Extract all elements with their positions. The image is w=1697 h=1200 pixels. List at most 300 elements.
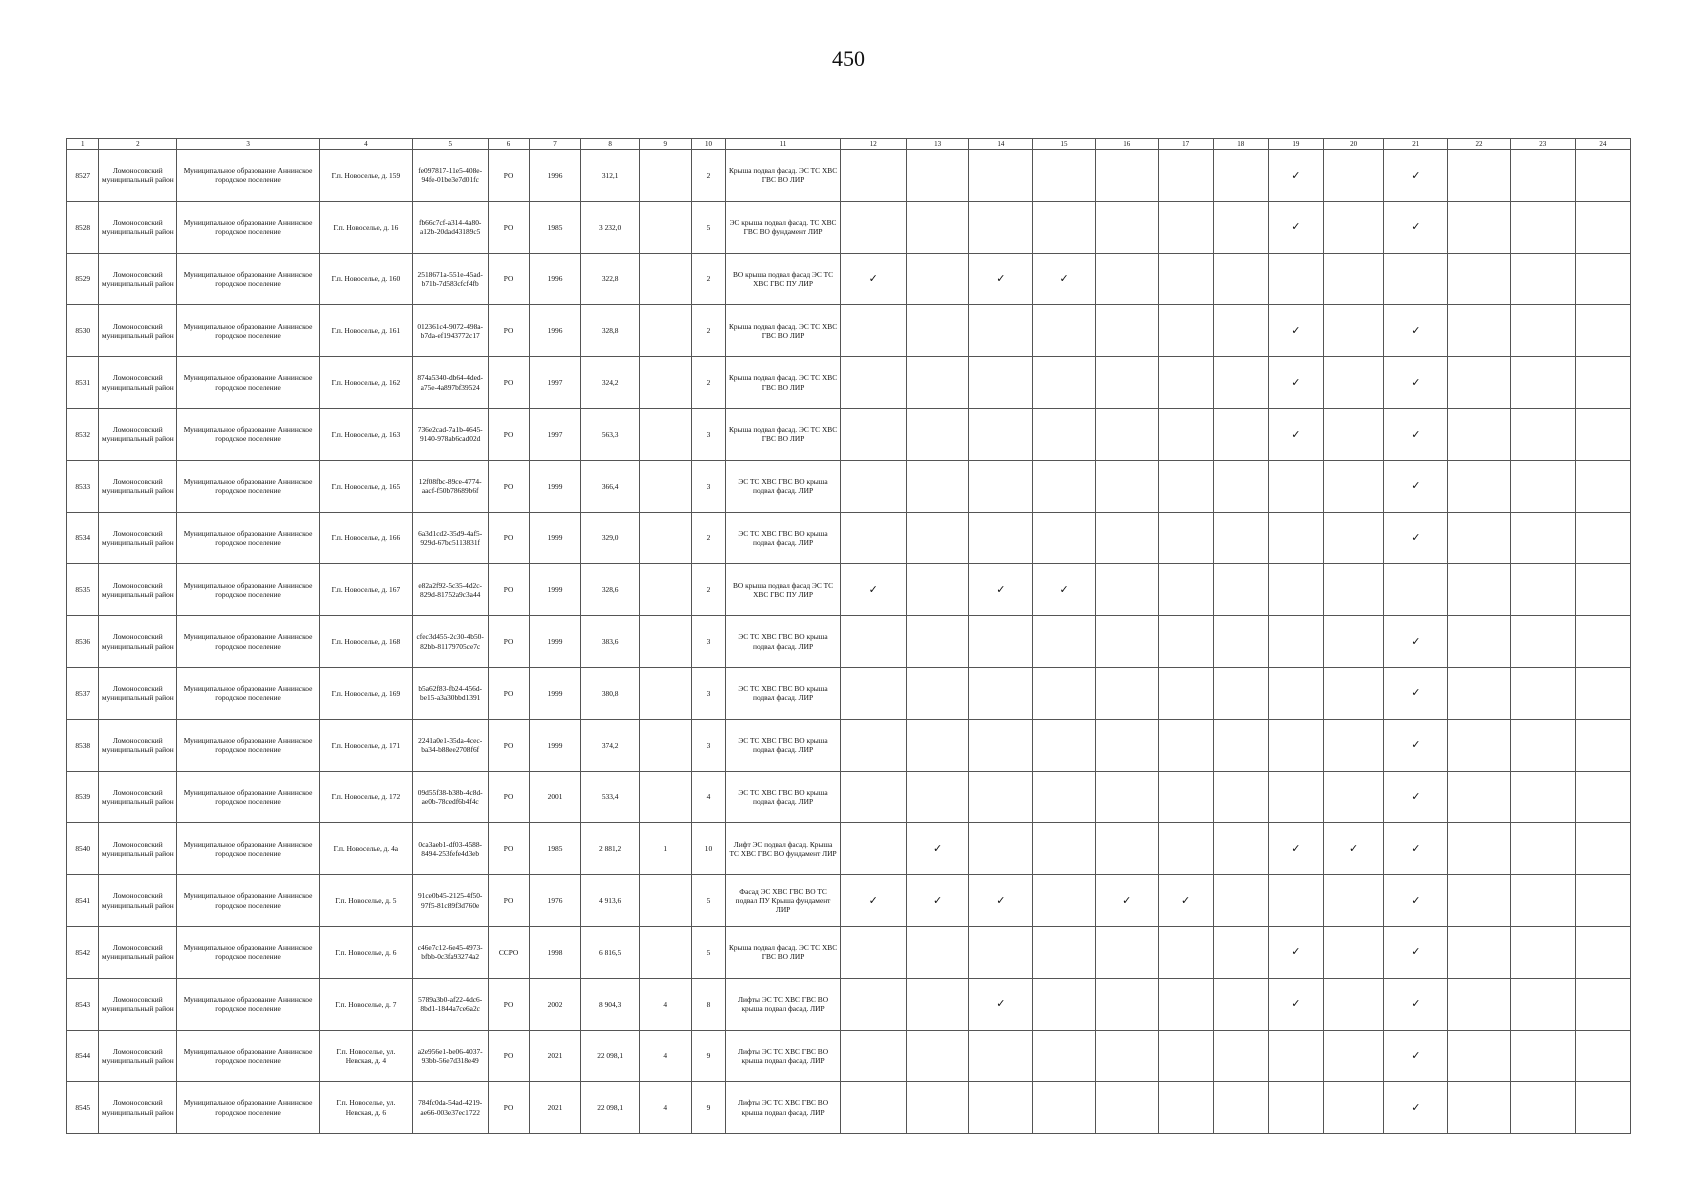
column-13-cell [906, 667, 969, 719]
column-19-cell [1268, 616, 1323, 668]
column-22-cell [1448, 926, 1511, 978]
column-17-cell [1158, 616, 1213, 668]
column-12-cell [840, 1082, 906, 1134]
column-20-cell [1323, 719, 1384, 771]
address-cell: Г.п. Новоселье, д. 6 [319, 926, 412, 978]
row-number: 8533 [67, 460, 99, 512]
address-cell: Г.п. Новоселье, д. 161 [319, 305, 412, 357]
table-body [67, 150, 1631, 1134]
type-cell: РО [488, 875, 529, 927]
column-19-cell [1268, 460, 1323, 512]
column-16-cell [1095, 460, 1158, 512]
column-14-cell [969, 564, 1033, 616]
check-mark-icon: ✓ [1059, 272, 1069, 286]
check-mark-icon: ✓ [868, 272, 878, 286]
column-10-cell: 3 [691, 719, 726, 771]
settlement-cell: Муниципальное образование Аннинское городское поселение [177, 305, 320, 357]
column-19-cell [1268, 1082, 1323, 1134]
settlement-cell: Муниципальное образование Аннинское городское поселение [177, 823, 320, 875]
column-17-cell [1158, 667, 1213, 719]
column-15-cell [1033, 357, 1096, 409]
column-14-cell [969, 512, 1033, 564]
uid-cell: 09d55f38-b38b-4c8d-ae0b-78cedf6b4f4c [412, 771, 488, 823]
type-cell: РО [488, 1030, 529, 1082]
column-9-cell [639, 408, 691, 460]
column-24-cell [1575, 978, 1630, 1030]
column-16-cell [1095, 305, 1158, 357]
address-cell: Г.п. Новоселье, д. 162 [319, 357, 412, 409]
column-19-cell [1268, 564, 1323, 616]
uid-cell: a2e956e1-be06-4037-93bb-56e7d318e49 [412, 1030, 488, 1082]
uid-cell: c46e7c12-6e45-4973-bfbb-0c3fa93274a2 [412, 926, 488, 978]
column-number-header: 19 [1268, 139, 1323, 150]
column-number-header: 2 [99, 139, 177, 150]
column-12-cell [840, 926, 906, 978]
column-20-cell [1323, 150, 1384, 202]
type-cell: РО [488, 305, 529, 357]
column-17-cell [1158, 875, 1213, 927]
district-cell: Ломоносовский муниципальный район [99, 408, 177, 460]
address-cell: Г.п. Новоселье, д. 166 [319, 512, 412, 564]
column-19-cell [1268, 201, 1323, 253]
column-23-cell [1510, 978, 1575, 1030]
column-16-cell [1095, 1030, 1158, 1082]
column-number-header: 4 [319, 139, 412, 150]
table-row [67, 460, 1631, 512]
settlement-cell: Муниципальное образование Аннинское городское поселение [177, 616, 320, 668]
column-number-header: 17 [1158, 139, 1213, 150]
page-number: 450 [832, 46, 865, 71]
column-21-cell [1384, 305, 1448, 357]
column-23-cell [1510, 253, 1575, 305]
works-cell: ЭС ТС ХВС ГВС ВО крыша подвал фасад. ЛИР [726, 771, 841, 823]
column-number-header: 5 [412, 139, 488, 150]
column-18-cell [1213, 719, 1268, 771]
column-22-cell [1448, 667, 1511, 719]
table-row [67, 1030, 1631, 1082]
column-22-cell [1448, 357, 1511, 409]
column-21-cell [1384, 201, 1448, 253]
column-22-cell [1448, 771, 1511, 823]
column-13-cell [906, 253, 969, 305]
area-cell: 563,3 [581, 408, 639, 460]
district-cell: Ломоносовский муниципальный район [99, 719, 177, 771]
column-22-cell [1448, 253, 1511, 305]
table-row [67, 616, 1631, 668]
column-22-cell [1448, 512, 1511, 564]
column-16-cell [1095, 150, 1158, 202]
column-number-header: 6 [488, 139, 529, 150]
column-10-cell: 5 [691, 926, 726, 978]
area-cell: 322,8 [581, 253, 639, 305]
column-21-cell [1384, 875, 1448, 927]
table-row [67, 667, 1631, 719]
column-10-cell: 3 [691, 667, 726, 719]
column-14-cell [969, 771, 1033, 823]
column-14-cell [969, 616, 1033, 668]
column-24-cell [1575, 719, 1630, 771]
column-15-cell [1033, 150, 1096, 202]
column-20-cell [1323, 875, 1384, 927]
district-cell: Ломоносовский муниципальный район [99, 305, 177, 357]
column-24-cell [1575, 201, 1630, 253]
column-17-cell [1158, 512, 1213, 564]
column-number-header: 22 [1448, 139, 1511, 150]
check-mark-icon: ✓ [996, 893, 1006, 907]
type-cell: РО [488, 1082, 529, 1134]
check-mark-icon: ✓ [1291, 323, 1301, 337]
address-cell: Г.п. Новоселье, д. 160 [319, 253, 412, 305]
column-21-cell [1384, 564, 1448, 616]
column-21-cell [1384, 512, 1448, 564]
column-20-cell [1323, 460, 1384, 512]
column-12-cell [840, 875, 906, 927]
column-15-cell [1033, 460, 1096, 512]
works-cell: ЭС ТС ХВС ГВС ВО крыша подвал фасад. ЛИР [726, 667, 841, 719]
column-9-cell [639, 771, 691, 823]
settlement-cell: Муниципальное образование Аннинское городское поселение [177, 719, 320, 771]
check-mark-icon: ✓ [1411, 220, 1421, 234]
works-cell: Лифты ЭС ТС ХВС ГВС ВО крыша подвал фасад. ЛИР [726, 1030, 841, 1082]
column-22-cell [1448, 305, 1511, 357]
column-number-header: 20 [1323, 139, 1384, 150]
works-cell: Лифты ЭС ТС ХВС ГВС ВО крыша подвал фасад. ЛИР [726, 978, 841, 1030]
column-21-cell [1384, 926, 1448, 978]
column-20-cell [1323, 564, 1384, 616]
column-10-cell: 2 [691, 564, 726, 616]
column-12-cell [840, 357, 906, 409]
year-cell: 1996 [529, 253, 581, 305]
area-cell: 324,2 [581, 357, 639, 409]
column-10-cell: 5 [691, 201, 726, 253]
check-mark-icon: ✓ [1411, 323, 1421, 337]
district-cell: Ломоносовский муниципальный район [99, 1082, 177, 1134]
column-21-cell [1384, 667, 1448, 719]
area-cell: 329,0 [581, 512, 639, 564]
type-cell: РО [488, 564, 529, 616]
district-cell: Ломоносовский муниципальный район [99, 823, 177, 875]
check-mark-icon: ✓ [1411, 893, 1421, 907]
check-mark-icon: ✓ [1411, 738, 1421, 752]
settlement-cell: Муниципальное образование Аннинское городское поселение [177, 150, 320, 202]
column-24-cell [1575, 150, 1630, 202]
uid-cell: fe097817-11e5-408e-94fe-01be3e7d01fc [412, 150, 488, 202]
check-mark-icon: ✓ [1411, 790, 1421, 804]
column-19-cell [1268, 719, 1323, 771]
column-12-cell [840, 823, 906, 875]
column-17-cell [1158, 357, 1213, 409]
column-10-cell: 9 [691, 1082, 726, 1134]
settlement-cell: Муниципальное образование Аннинское городское поселение [177, 460, 320, 512]
column-20-cell [1323, 823, 1384, 875]
row-number: 8542 [67, 926, 99, 978]
settlement-cell: Муниципальное образование Аннинское городское поселение [177, 926, 320, 978]
column-24-cell [1575, 823, 1630, 875]
check-mark-icon: ✓ [1291, 427, 1301, 441]
column-19-cell [1268, 926, 1323, 978]
check-mark-icon: ✓ [1291, 168, 1301, 182]
column-13-cell [906, 823, 969, 875]
type-cell: РО [488, 823, 529, 875]
column-19-cell [1268, 357, 1323, 409]
year-cell: 1996 [529, 305, 581, 357]
district-cell: Ломоносовский муниципальный район [99, 616, 177, 668]
year-cell: 1996 [529, 150, 581, 202]
column-24-cell [1575, 616, 1630, 668]
district-cell: Ломоносовский муниципальный район [99, 512, 177, 564]
check-mark-icon: ✓ [1411, 1049, 1421, 1063]
type-cell: РО [488, 201, 529, 253]
area-cell: 383,6 [581, 616, 639, 668]
column-23-cell [1510, 719, 1575, 771]
address-cell: Г.п. Новоселье, ул. Невская, д. 6 [319, 1082, 412, 1134]
check-mark-icon: ✓ [1411, 1100, 1421, 1114]
column-17-cell [1158, 978, 1213, 1030]
column-19-cell [1268, 875, 1323, 927]
district-cell: Ломоносовский муниципальный район [99, 201, 177, 253]
table-row [67, 823, 1631, 875]
uid-cell: 91ce0b45-2125-4f50-97f5-81c89f3d760e [412, 875, 488, 927]
column-9-cell [639, 460, 691, 512]
column-23-cell [1510, 150, 1575, 202]
table-row [67, 875, 1631, 927]
check-mark-icon: ✓ [996, 582, 1006, 596]
table-row [67, 719, 1631, 771]
column-20-cell [1323, 667, 1384, 719]
year-cell: 2001 [529, 771, 581, 823]
column-23-cell [1510, 667, 1575, 719]
address-cell: Г.п. Новоселье, д. 163 [319, 408, 412, 460]
row-number: 8534 [67, 512, 99, 564]
address-cell: Г.п. Новоселье, д. 159 [319, 150, 412, 202]
year-cell: 1998 [529, 926, 581, 978]
column-12-cell [840, 616, 906, 668]
uid-cell: 5789a3b0-af22-4dc6-8bd1-1844a7ce6a2c [412, 978, 488, 1030]
area-cell: 8 904,3 [581, 978, 639, 1030]
column-21-cell [1384, 719, 1448, 771]
check-mark-icon: ✓ [1411, 841, 1421, 855]
district-cell: Ломоносовский муниципальный район [99, 460, 177, 512]
column-24-cell [1575, 357, 1630, 409]
column-17-cell [1158, 719, 1213, 771]
column-13-cell [906, 201, 969, 253]
column-16-cell [1095, 616, 1158, 668]
type-cell: РО [488, 616, 529, 668]
column-18-cell [1213, 926, 1268, 978]
column-18-cell [1213, 978, 1268, 1030]
column-16-cell [1095, 823, 1158, 875]
column-10-cell: 4 [691, 771, 726, 823]
row-number: 8538 [67, 719, 99, 771]
column-21-cell [1384, 978, 1448, 1030]
area-cell: 380,8 [581, 667, 639, 719]
column-23-cell [1510, 512, 1575, 564]
column-14-cell [969, 357, 1033, 409]
column-14-cell [969, 978, 1033, 1030]
row-number: 8537 [67, 667, 99, 719]
column-17-cell [1158, 823, 1213, 875]
works-cell: ВО крыша подвал фасад ЭС ТС ХВС ГВС ПУ ЛИР [726, 253, 841, 305]
type-cell: РО [488, 357, 529, 409]
column-22-cell [1448, 201, 1511, 253]
column-22-cell [1448, 150, 1511, 202]
column-23-cell [1510, 823, 1575, 875]
column-20-cell [1323, 201, 1384, 253]
column-16-cell [1095, 1082, 1158, 1134]
type-cell: РО [488, 512, 529, 564]
column-9-cell [639, 616, 691, 668]
column-22-cell [1448, 460, 1511, 512]
table-row [67, 771, 1631, 823]
year-cell: 1997 [529, 408, 581, 460]
column-22-cell [1448, 1082, 1511, 1134]
table-row [67, 564, 1631, 616]
area-cell: 312,1 [581, 150, 639, 202]
column-14-cell [969, 253, 1033, 305]
column-24-cell [1575, 1082, 1630, 1134]
column-10-cell: 2 [691, 150, 726, 202]
address-cell: Г.п. Новоселье, д. 7 [319, 978, 412, 1030]
works-cell: Крыша подвал фасад. ЭС ТС ХВС ГВС ВО ЛИР [726, 357, 841, 409]
column-22-cell [1448, 616, 1511, 668]
area-cell: 2 881,2 [581, 823, 639, 875]
check-mark-icon: ✓ [1411, 375, 1421, 389]
column-22-cell [1448, 875, 1511, 927]
uid-cell: 12f08fbc-89ce-4774-aacf-f50b78689b6f [412, 460, 488, 512]
column-14-cell [969, 305, 1033, 357]
area-cell: 4 913,6 [581, 875, 639, 927]
column-23-cell [1510, 305, 1575, 357]
column-9-cell [639, 253, 691, 305]
column-16-cell [1095, 512, 1158, 564]
check-mark-icon: ✓ [868, 893, 878, 907]
column-22-cell [1448, 978, 1511, 1030]
check-mark-icon: ✓ [868, 582, 878, 596]
column-9-cell: 1 [639, 823, 691, 875]
district-cell: Ломоносовский муниципальный район [99, 253, 177, 305]
works-cell: ЭС ТС ХВС ГВС ВО крыша подвал фасад. ЛИР [726, 719, 841, 771]
column-12-cell [840, 201, 906, 253]
column-18-cell [1213, 150, 1268, 202]
column-15-cell [1033, 823, 1096, 875]
column-14-cell [969, 1030, 1033, 1082]
column-number-header-row [67, 139, 1631, 150]
uid-cell: 874a5340-db64-4ded-a75e-4a897bf39524 [412, 357, 488, 409]
column-13-cell [906, 875, 969, 927]
works-cell: ЭС ТС ХВС ГВС ВО крыша подвал фасад. ЛИР [726, 616, 841, 668]
settlement-cell: Муниципальное образование Аннинское городское поселение [177, 408, 320, 460]
column-number-header: 3 [177, 139, 320, 150]
check-mark-icon: ✓ [996, 997, 1006, 1011]
address-cell: Г.п. Новоселье, д. 16 [319, 201, 412, 253]
column-20-cell [1323, 305, 1384, 357]
column-17-cell [1158, 1082, 1213, 1134]
address-cell: Г.п. Новоселье, ул. Невская, д. 4 [319, 1030, 412, 1082]
column-20-cell [1323, 1030, 1384, 1082]
column-18-cell [1213, 875, 1268, 927]
district-cell: Ломоносовский муниципальный район [99, 357, 177, 409]
column-12-cell [840, 305, 906, 357]
column-13-cell [906, 150, 969, 202]
settlement-cell: Муниципальное образование Аннинское городское поселение [177, 1030, 320, 1082]
column-13-cell [906, 1082, 969, 1134]
column-21-cell [1384, 771, 1448, 823]
settlement-cell: Муниципальное образование Аннинское городское поселение [177, 512, 320, 564]
column-15-cell [1033, 305, 1096, 357]
column-14-cell [969, 667, 1033, 719]
row-number: 8539 [67, 771, 99, 823]
column-12-cell [840, 150, 906, 202]
type-cell: РО [488, 408, 529, 460]
column-18-cell [1213, 201, 1268, 253]
uid-cell: b5a62f83-fb24-456d-be15-a3a30bbd1391 [412, 667, 488, 719]
row-number: 8530 [67, 305, 99, 357]
uid-cell: fb66c7cf-a314-4a80-a12b-20dad43189c5 [412, 201, 488, 253]
column-number-header: 16 [1095, 139, 1158, 150]
works-cell: Фасад ЭС ХВС ГВС ВО ТС подвал ПУ Крыша фундамент ЛИР [726, 875, 841, 927]
column-18-cell [1213, 253, 1268, 305]
column-22-cell [1448, 1030, 1511, 1082]
column-19-cell [1268, 771, 1323, 823]
uid-cell: cfec3d455-2c30-4b50-82bb-81179705ce7c [412, 616, 488, 668]
column-16-cell [1095, 875, 1158, 927]
column-13-cell [906, 512, 969, 564]
column-23-cell [1510, 357, 1575, 409]
column-23-cell [1510, 616, 1575, 668]
year-cell: 2002 [529, 978, 581, 1030]
column-number-header: 10 [691, 139, 726, 150]
column-24-cell [1575, 305, 1630, 357]
settlement-cell: Муниципальное образование Аннинское городское поселение [177, 357, 320, 409]
column-15-cell [1033, 512, 1096, 564]
settlement-cell: Муниципальное образование Аннинское городское поселение [177, 978, 320, 1030]
area-cell: 6 816,5 [581, 926, 639, 978]
column-22-cell [1448, 408, 1511, 460]
column-number-header: 24 [1575, 139, 1630, 150]
district-cell: Ломоносовский муниципальный район [99, 978, 177, 1030]
column-14-cell [969, 926, 1033, 978]
column-21-cell [1384, 823, 1448, 875]
check-mark-icon: ✓ [1291, 945, 1301, 959]
column-15-cell [1033, 201, 1096, 253]
column-20-cell [1323, 253, 1384, 305]
column-18-cell [1213, 823, 1268, 875]
column-9-cell: 4 [639, 1030, 691, 1082]
check-mark-icon: ✓ [1411, 997, 1421, 1011]
type-cell: РО [488, 150, 529, 202]
address-cell: Г.п. Новоселье, д. 5 [319, 875, 412, 927]
column-14-cell [969, 408, 1033, 460]
district-cell: Ломоносовский муниципальный район [99, 875, 177, 927]
check-mark-icon: ✓ [1291, 375, 1301, 389]
column-16-cell [1095, 719, 1158, 771]
column-9-cell [639, 512, 691, 564]
address-cell: Г.п. Новоселье, д. 165 [319, 460, 412, 512]
year-cell: 2021 [529, 1082, 581, 1134]
column-9-cell: 4 [639, 1082, 691, 1134]
column-17-cell [1158, 564, 1213, 616]
column-17-cell [1158, 460, 1213, 512]
column-12-cell [840, 978, 906, 1030]
district-cell: Ломоносовский муниципальный район [99, 150, 177, 202]
column-21-cell [1384, 1082, 1448, 1134]
area-cell: 374,2 [581, 719, 639, 771]
column-9-cell [639, 719, 691, 771]
check-mark-icon: ✓ [1411, 531, 1421, 545]
column-14-cell [969, 823, 1033, 875]
type-cell: РО [488, 719, 529, 771]
column-13-cell [906, 926, 969, 978]
